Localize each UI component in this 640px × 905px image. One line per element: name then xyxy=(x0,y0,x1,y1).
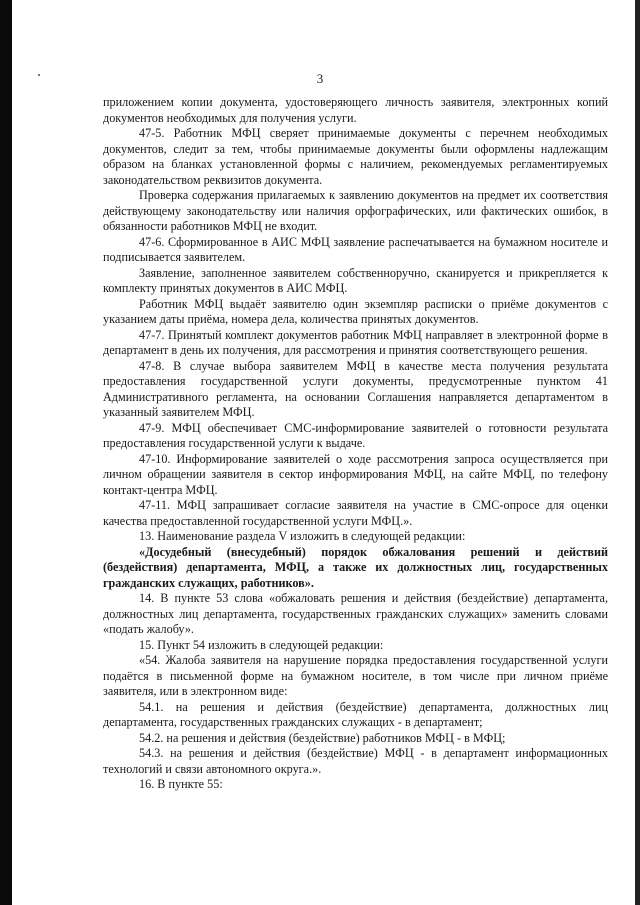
scan-left-edge xyxy=(0,0,12,905)
paragraph: 47-10. Информирование заявителей о ходе рассмотрения запроса осуществляется при личном обращении заявителя в сектор информирования МФЦ, на сайте МФЦ, по телефону контакт-центра МФЦ. xyxy=(103,451,608,497)
paragraph: Работник МФЦ выдаёт заявителю один экземпляр расписки о приёме документов с указанием даты приёма, номера дела, количества принятых документов. xyxy=(103,296,608,326)
document-body xyxy=(103,95,608,793)
paragraph: 54.1. на решения и действия (бездействие) департамента, должностных лиц департамента, государственных гражданских служащих - в департамент; xyxy=(103,699,608,729)
paragraph: приложением копии документа, удостоверяющего личность заявителя, электронных копий документов необходимых для получения услуги. xyxy=(103,95,608,125)
paragraph: 47-7. Принятый комплект документов работник МФЦ направляет в электронной форме в департамент в день их получения, для рассмотрения и принятия соответствующего решения. xyxy=(103,327,608,357)
paragraph: 54.3. на решения и действия (бездействие) МФЦ - в департамент информационных технологий и связи автономного округа.». xyxy=(103,746,608,776)
paragraph: 47-8. В случае выбора заявителем МФЦ в качестве места получения результата предоставления государственной услуги документы, предусмотренные пунктом 41 Административного регламента, на основании Соглашения направляется департаментом в указанный заявителем МФЦ. xyxy=(103,358,608,419)
page-number: 3 xyxy=(316,71,324,86)
paragraph: 47-9. МФЦ обеспечивает СМС-информирование заявителей о готовности результата предоставления государственной услуги к выдаче. xyxy=(103,420,608,450)
paragraph: 47-5. Работник МФЦ сверяет принимаемые документы с перечнем необходимых документов, следит за тем, чтобы принимаемые документы были оформлены надлежащим образом на бланках установленной формы с наличием, рекомендуемых регламентируемых законодательством реквизитов документа. xyxy=(103,126,608,187)
scan-right-edge xyxy=(635,0,640,905)
paragraph: Заявление, заполненное заявителем собственноручно, сканируется и прикрепляется к комплекту принятых документов в АИС МФЦ. xyxy=(103,265,608,295)
paragraph: Проверка содержания прилагаемых к заявлению документов на предмет их соответствия действующему законодательству или наличия орфографических, или фактических ошибок, в обязанности работников МФЦ не входит. xyxy=(103,188,608,233)
paragraph: «54. Жалоба заявителя на нарушение порядка предоставления государственной услуги подаётся в письменной форме на бумажном носителе, в том числе при личном приёме заявителя, или в электронном виде: xyxy=(103,653,608,698)
paragraph: 13. Наименование раздела V изложить в следующей редакции: xyxy=(139,529,466,543)
paragraph: «Досудебный (внесудебный) порядок обжалования решений и действий (бездействия) департамента, МФЦ, а также их должностных лиц, государственных гражданских служащих, работников». xyxy=(103,544,608,590)
paragraph: 15. Пункт 54 изложить в следующей редакции: xyxy=(139,637,384,652)
paragraph: 54.2. на решения и действия (бездействие) работников МФЦ - в МФЦ; xyxy=(139,730,506,745)
paragraph: 47-6. Сформированное в АИС МФЦ заявление распечатывается на бумажном носителе и подписывается заявителем. xyxy=(103,234,608,264)
paragraph: 16. В пункте 55: xyxy=(139,777,223,791)
paragraph: 47-11. МФЦ запрашивает согласие заявителя на участие в СМС-опросе для оценки качества предоставленной государственной услуги МФЦ.». xyxy=(103,498,608,528)
paragraph: 14. В пункте 53 слова «обжаловать решения и действия (бездействие) департамента, должностных лиц департамента, государственных гражданских служащих» заменить словами «подать жалобу». xyxy=(103,591,608,636)
